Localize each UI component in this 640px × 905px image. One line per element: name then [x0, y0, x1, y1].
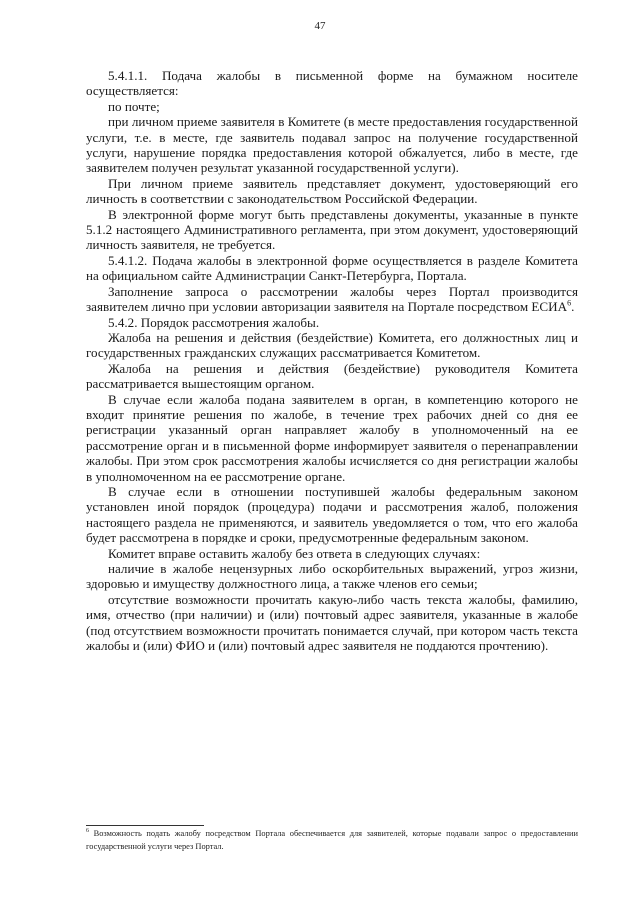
paragraph: В случае если жалоба подана заявителем в орган, в компетенцию которого не входит принятие решения по жалобе, в течение трех рабочих дней со дня ее регистрации указанный орган направляет жалобу в уполномоченный на ее рассмотрение орган и в письменной форме информирует заявителя о перенаправлении жалобы. При этом срок рассмотрения жалобы исчисляется со дня регистрации жалобы в уполномоченном на ее рассмотрение органе. — [86, 391, 578, 484]
paragraph: Комитет вправе оставить жалобу без ответа в следующих случаях: — [108, 545, 481, 561]
paragraph: Жалоба на решения и действия (бездействие) Комитета, его должностных лиц и государственных гражданских служащих рассматривается Комитетом. — [86, 329, 578, 361]
paragraph: При личном приеме заявитель представляет документ, удостоверяющий его личность в соответствии с законодательством Российской Федерации. — [86, 175, 578, 207]
page-number: 47 — [314, 20, 326, 32]
paragraph: 5.4.2. Порядок рассмотрения жалобы. — [108, 314, 320, 330]
paragraph-text: Заполнение запроса о рассмотрении жалобы через Портал производится заявителем лично при условии авторизации заявителя на Портале посредством ЕСИА — [86, 283, 578, 315]
paragraph: наличие в жалобе нецензурных либо оскорбительных выражений, угроз жизни, здоровью и имуществу должностного лица, а также членов его семьи; — [86, 561, 578, 592]
paragraph: по почте; — [108, 98, 160, 114]
footnote — [86, 828, 578, 853]
footnote-separator — [86, 825, 204, 826]
paragraph: 5.4.1.2. Подача жалобы в электронной форме осуществляется в разделе Комитета на официальном сайте Администрации Санкт-Петербурга, Портала. — [86, 252, 578, 284]
paragraph: В электронной форме могут быть представлены документы, указанные в пункте 5.1.2 настоящего Административного регламента, при этом документ, удостоверяющий личность заявителя, не требуется. — [86, 206, 578, 253]
footnote-text — [86, 828, 578, 853]
paragraph-with-footnote — [86, 284, 578, 315]
footnote-marker: 6 — [86, 828, 89, 835]
paragraph: В случае если в отношении поступившей жалобы федеральным законом установлен иной порядок (процедура) подачи и рассмотрения жалоб, положения настоящего раздела не применяются, и заявитель уведомляется о том, что его жалоба будет рассмотрена в порядке и сроки, предусмотренные федеральным законом. — [86, 483, 578, 546]
footnote-reference: 6 — [567, 298, 572, 308]
footnote-body: Возможность подать жалобу посредством Портала обеспечивается для заявителей, которые подавали запрос о предоставлении государственной услуги через Портал. — [86, 829, 578, 851]
paragraph: Жалоба на решения и действия (бездействие) руководителя Комитета рассматривается вышестоящим органом. — [86, 360, 578, 392]
paragraph: при личном приеме заявителя в Комитете (в месте предоставления государственной услуги, т.е. в месте, где заявитель подавал запрос на получение государственной услуги, нарушение порядка предоставления которой обжалуется, либо в месте, где заявителем получен результат указанной государственной услуги). — [86, 114, 578, 176]
document-body — [86, 68, 578, 653]
paragraph: отсутствие возможности прочитать какую-либо часть текста жалобы, фамилию, имя, отчество (при наличии) и (или) почтовый адрес заявителя, указанные в жалобе (под отсутствием возможности прочитать понимается случай, при котором часть текста жалобы и (или) ФИО и (или) почтовый адрес заявителя не поддаются прочтению). — [86, 591, 578, 654]
paragraph: 5.4.1.1. Подача жалобы в письменной форме на бумажном носителе осуществляется: — [86, 68, 578, 99]
paragraph-trailer: . — [571, 299, 575, 315]
